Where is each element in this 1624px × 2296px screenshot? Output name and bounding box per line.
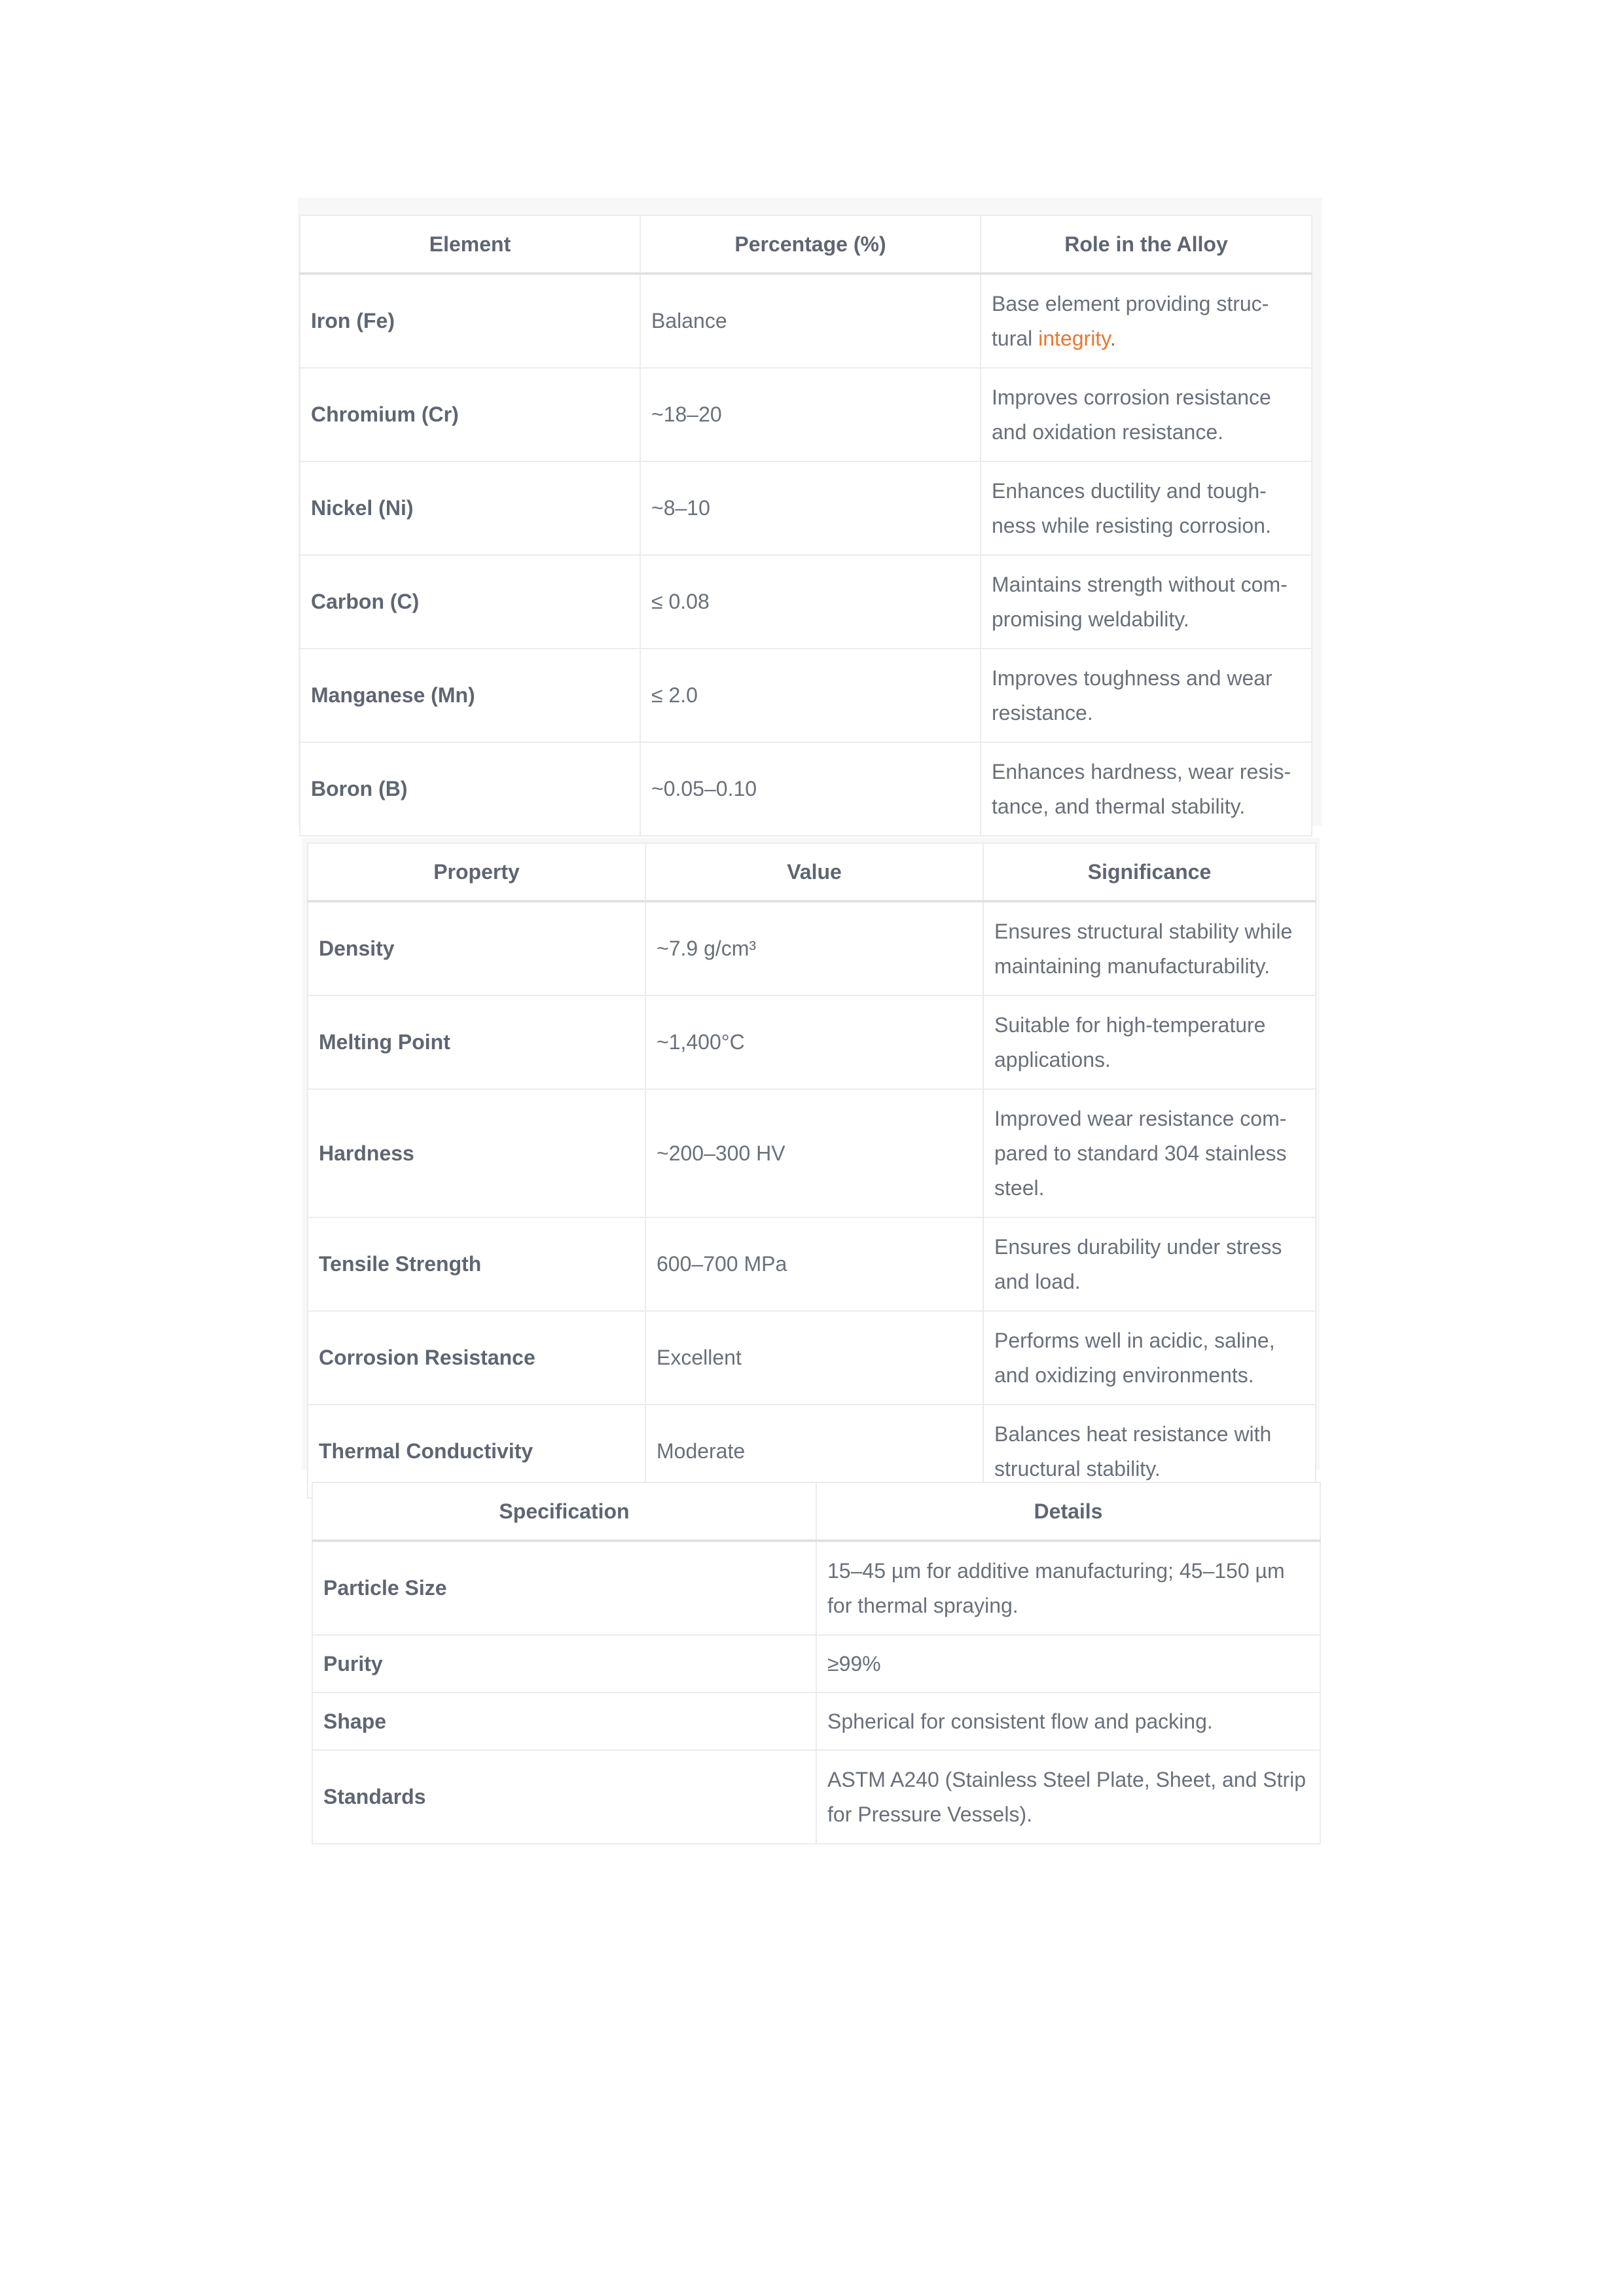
table-row bbox=[312, 1693, 1320, 1750]
table-row bbox=[300, 555, 1312, 649]
spec-details: Spherical for consistent flow and packing. bbox=[816, 1693, 1320, 1750]
property-value: ~7.9 g/cm³ bbox=[645, 901, 983, 996]
property-value: Excellent bbox=[645, 1311, 983, 1405]
element-percentage: ≤ 0.08 bbox=[640, 555, 981, 649]
column-header-percentage: Percentage (%) bbox=[640, 215, 981, 274]
element-role: Improves toughness and wear resistance. bbox=[981, 649, 1312, 742]
spec-name: Standards bbox=[312, 1750, 816, 1844]
table-row bbox=[308, 1217, 1316, 1311]
property-name: Corrosion Resistance bbox=[308, 1311, 645, 1405]
property-significance: Balances heat resistance with structural stability. bbox=[983, 1405, 1316, 1498]
spec-details: ≥99% bbox=[816, 1635, 1320, 1693]
column-header-value: Value bbox=[645, 843, 983, 901]
table-row bbox=[312, 1750, 1320, 1844]
table-header-row bbox=[300, 215, 1312, 274]
property-significance: Improved wear resistance compared to standard 304 stainless steel. bbox=[983, 1089, 1316, 1217]
property-name: Thermal Conductivity bbox=[308, 1405, 645, 1498]
property-name: Hardness bbox=[308, 1089, 645, 1217]
element-percentage: Balance bbox=[640, 274, 981, 368]
element-name: Chromium (Cr) bbox=[300, 368, 640, 461]
table-row bbox=[300, 649, 1312, 742]
property-significance: Performs well in acidic, saline, and oxidizing environments. bbox=[983, 1311, 1316, 1405]
properties-table-container bbox=[302, 838, 1320, 1480]
property-value: Moderate bbox=[645, 1405, 983, 1498]
element-percentage: ~18–20 bbox=[640, 368, 981, 461]
element-name: Boron (B) bbox=[300, 742, 640, 836]
element-role: Improves corrosion resistance and oxidation resistance. bbox=[981, 368, 1312, 461]
element-role: Enhances ductility and toughness while resisting corrosion. bbox=[981, 461, 1312, 555]
element-name: Iron (Fe) bbox=[300, 274, 640, 368]
composition-table bbox=[299, 215, 1312, 836]
column-header-specification: Specification bbox=[312, 1482, 816, 1541]
column-header-element: Element bbox=[300, 215, 640, 274]
element-name: Nickel (Ni) bbox=[300, 461, 640, 555]
column-header-details: Details bbox=[816, 1482, 1320, 1541]
property-value: ~200–300 HV bbox=[645, 1089, 983, 1217]
specifications-table bbox=[312, 1482, 1321, 1844]
spec-details: ASTM A240 (Stainless Steel Plate, Sheet, and Strip for Pressure Vessels). bbox=[816, 1750, 1320, 1844]
integrity-link[interactable]: integrity bbox=[1038, 326, 1110, 350]
element-role bbox=[981, 274, 1312, 368]
property-name: Melting Point bbox=[308, 996, 645, 1089]
element-percentage: ~0.05–0.10 bbox=[640, 742, 981, 836]
table-row bbox=[312, 1635, 1320, 1693]
table-row bbox=[308, 1089, 1316, 1217]
table-row bbox=[300, 368, 1312, 461]
properties-table bbox=[307, 842, 1316, 1499]
table-row bbox=[308, 996, 1316, 1089]
table-row bbox=[308, 901, 1316, 996]
composition-table-container bbox=[298, 198, 1322, 826]
property-value: ~1,400°C bbox=[645, 996, 983, 1089]
table-row bbox=[300, 742, 1312, 836]
spec-details: 15–45 µm for additive manufacturing; 45–150 µm for thermal spraying. bbox=[816, 1541, 1320, 1635]
table-row bbox=[308, 1311, 1316, 1405]
table-row bbox=[300, 461, 1312, 555]
specifications-table-container bbox=[312, 1482, 1320, 1840]
spec-name: Particle Size bbox=[312, 1541, 816, 1635]
table-row bbox=[300, 274, 1312, 368]
property-significance: Suitable for high-temperature applications. bbox=[983, 996, 1316, 1089]
column-header-role: Role in the Alloy bbox=[981, 215, 1312, 274]
element-role: Enhances hardness, wear resistance, and thermal stability. bbox=[981, 742, 1312, 836]
property-name: Density bbox=[308, 901, 645, 996]
table-header-row bbox=[308, 843, 1316, 901]
column-header-significance: Significance bbox=[983, 843, 1316, 901]
element-name: Manganese (Mn) bbox=[300, 649, 640, 742]
table-header-row bbox=[312, 1482, 1320, 1541]
property-name: Tensile Strength bbox=[308, 1217, 645, 1311]
spec-name: Purity bbox=[312, 1635, 816, 1693]
element-name: Carbon (C) bbox=[300, 555, 640, 649]
role-text: Base element providing structural bbox=[992, 291, 1269, 350]
property-significance: Ensures durability under stress and load. bbox=[983, 1217, 1316, 1311]
property-value: 600–700 MPa bbox=[645, 1217, 983, 1311]
element-percentage: ~8–10 bbox=[640, 461, 981, 555]
property-significance: Ensures structural stability while maintaining manufacturability. bbox=[983, 901, 1316, 996]
column-header-property: Property bbox=[308, 843, 645, 901]
role-text-end: . bbox=[1110, 326, 1116, 350]
spec-name: Shape bbox=[312, 1693, 816, 1750]
element-role: Maintains strength without compromising weldability. bbox=[981, 555, 1312, 649]
element-percentage: ≤ 2.0 bbox=[640, 649, 981, 742]
table-row bbox=[312, 1541, 1320, 1635]
